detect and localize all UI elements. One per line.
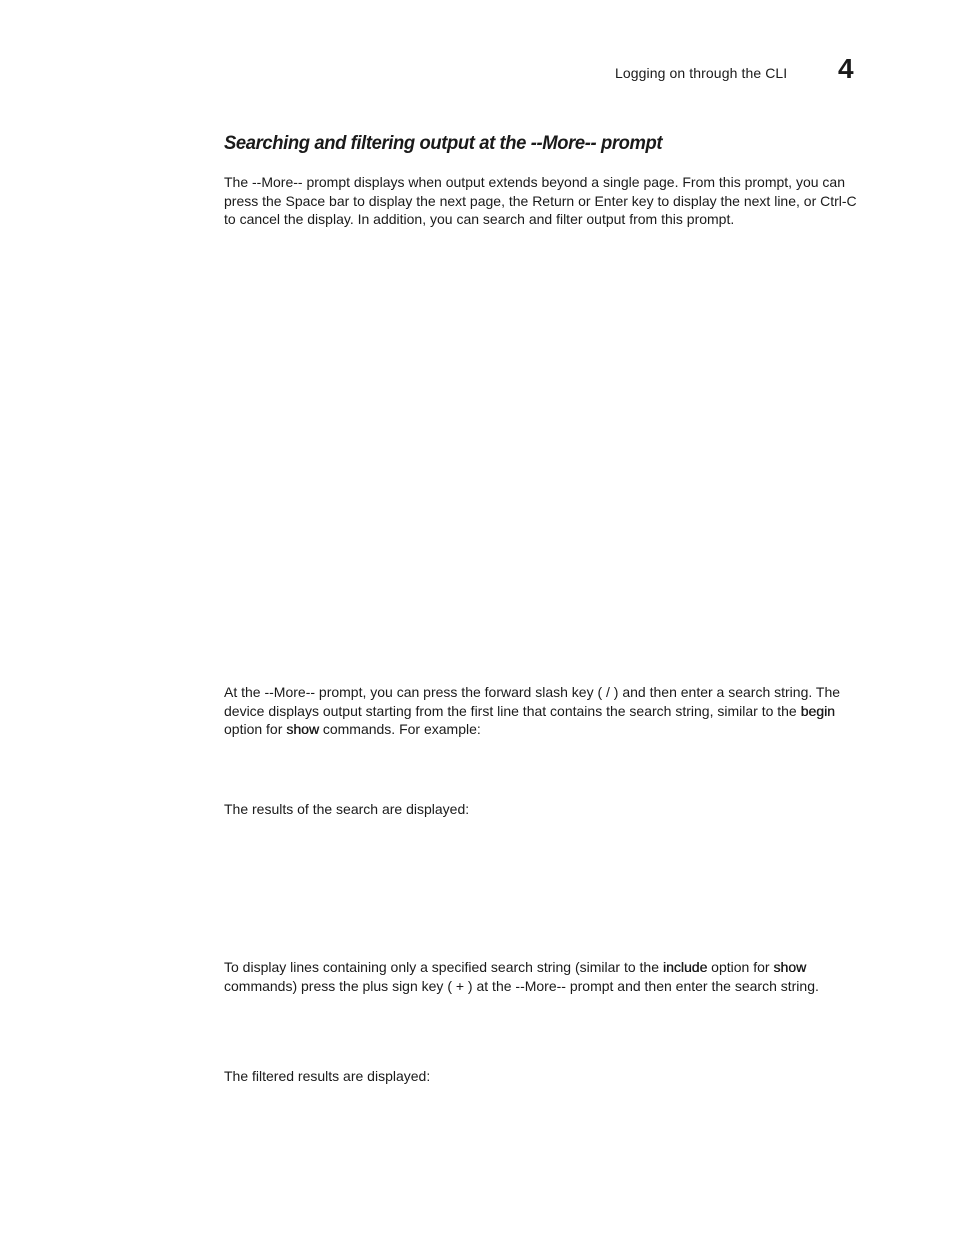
filter-text-before: To display lines containing only a specified search string (similar to the (224, 959, 663, 975)
search-text-after: commands. For example: (318, 721, 481, 738)
search-text-before: At the --More-- prompt, you can press the forward slash key ( / ) and then enter a search string. The device displays output starting from the first line that contains the search string, similar to the (224, 684, 841, 719)
filter-results-caption: The filtered results are displayed: (224, 1068, 431, 1084)
include-keyword: include (662, 959, 708, 975)
filter-paragraph (224, 958, 872, 995)
filter-text-middle: option for (707, 959, 774, 975)
filter-text-after: commands) press the plus sign key ( + ) at the --More-- prompt and then enter the search string. (224, 977, 819, 994)
begin-keyword: begin (800, 702, 835, 719)
intro-paragraph: The --More-- prompt displays when output extends beyond a single page. From this prompt, you can press the Space bar to display the next page, the Return or Enter key to display the next line, or Ctrl-C to cancel the display. In addition, you can search and filter output from this prompt. (224, 174, 857, 228)
chapter-number: 4 (838, 53, 854, 84)
search-text-middle: option for (224, 721, 287, 738)
running-header-title: Logging on through the CLI (615, 65, 788, 81)
section-heading: Searching and filtering output at the --More-- prompt (224, 133, 663, 154)
search-results-caption: The results of the search are displayed: (224, 801, 470, 817)
search-paragraph (224, 683, 872, 739)
show-keyword: show (286, 721, 319, 738)
show-keyword: show (773, 959, 807, 975)
